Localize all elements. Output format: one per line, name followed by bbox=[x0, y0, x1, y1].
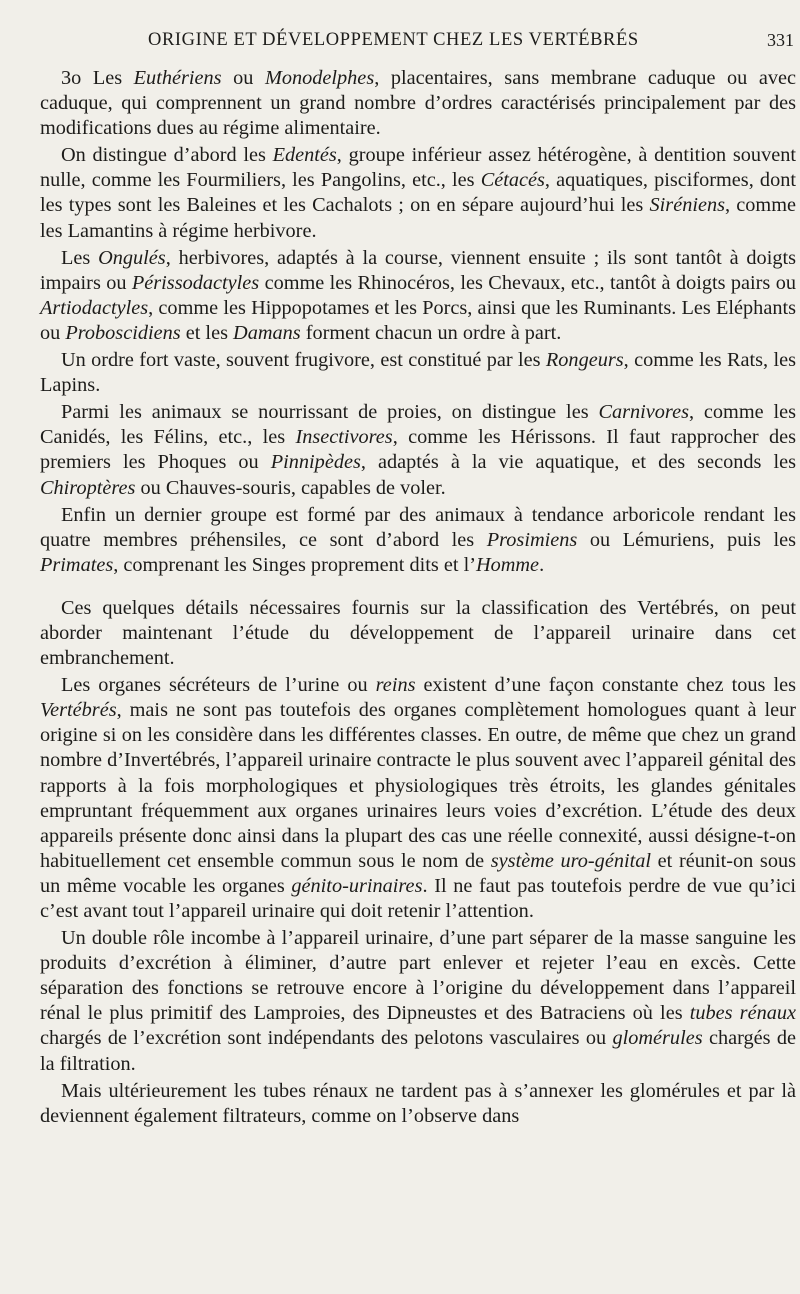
italic-term: Euthériens bbox=[133, 67, 222, 89]
text-run: Les bbox=[61, 246, 99, 269]
paragraph bbox=[40, 66, 796, 141]
text-run: ou bbox=[221, 67, 265, 89]
text-run: , comme les Lamantins à régime herbivore. bbox=[40, 194, 796, 242]
paragraph bbox=[40, 1079, 796, 1129]
text-run: Les organes sécréteurs de l’urine ou bbox=[61, 674, 376, 697]
text-run: , comprenant les Singes proprement dits et l’ bbox=[113, 553, 476, 576]
text-run: , aquatiques, pisciformes, dont les types sont les Baleines et les Cachalots ; on en sépare aujourd’hui les bbox=[40, 169, 796, 217]
paragraph bbox=[40, 926, 796, 1077]
italic-term: Damans bbox=[233, 321, 301, 344]
paragraph bbox=[40, 673, 796, 924]
italic-term: Vertébrés bbox=[40, 699, 117, 722]
text-run: Enfin un dernier groupe est formé par des animaux à tendance arboricole rendant les quatre membres préhensiles, ce sont d’abord les bbox=[40, 503, 796, 551]
italic-term: Prosimiens bbox=[486, 528, 578, 551]
text-run: Un ordre fort vaste, souvent frugivore, est constitué par les bbox=[61, 349, 546, 372]
text-run: et réunit-on sous un même vocable les organes bbox=[40, 849, 796, 897]
text-run: comme les Rhinocéros, les Chevaux, etc., tantôt à doigts pairs ou bbox=[259, 271, 796, 294]
italic-term: Pinnipèdes bbox=[270, 451, 361, 474]
text-run: , groupe inférieur assez hétérogène, à dentition souvent nulle, comme les Fourmiliers, les Pangolins, etc., les bbox=[40, 144, 796, 192]
text-run: et les bbox=[180, 321, 234, 344]
text-run: , comme les Canidés, les Félins, etc., les bbox=[40, 401, 796, 449]
italic-term: Cétacés bbox=[480, 169, 545, 192]
running-header bbox=[40, 30, 800, 60]
text-run: Ces quelques détails nécessaires fournis sur la classification des Vertébrés, on peut aborder maintenant l’étude du développement de l’appareil urinaire dans cet embranchement. bbox=[40, 596, 796, 670]
italic-term: Carnivores bbox=[598, 401, 689, 424]
text-run: 3o Les bbox=[61, 67, 134, 89]
paragraph bbox=[40, 596, 796, 671]
paragraph bbox=[40, 503, 796, 578]
italic-term: glomérules bbox=[612, 1027, 703, 1050]
text-run: Mais ultérieurement les tubes rénaux ne tardent pas à s’annexer les glomérules et par là deviennent également filtrateurs, comme on l’observe dans bbox=[40, 1079, 796, 1127]
italic-term: Siréniens bbox=[649, 194, 726, 217]
text-run: forment chacun un ordre à part. bbox=[300, 321, 562, 344]
italic-term: génito-urinaires bbox=[291, 874, 423, 897]
italic-term: Primates bbox=[40, 553, 114, 576]
italic-term: Homme bbox=[475, 553, 540, 576]
text-run: Parmi les animaux se nourrissant de proies, on distingue les bbox=[61, 401, 599, 424]
text-run: Un double rôle incombe à l’appareil urinaire, d’une part séparer de la masse sanguine les produits d’excrétion à éliminer, d’autre part enlever et rejeter l’eau en excès. Cette séparation des fonctions se retrouve encore à l’origine du développement dans l’appareil rénal le plus primitif des Lamproies, des Dipneustes et des Batraciens où les bbox=[40, 927, 796, 1025]
italic-term: Edentés bbox=[272, 144, 337, 167]
paragraph bbox=[40, 143, 796, 243]
text-run: . bbox=[539, 553, 545, 576]
text-run: existent d’une façon constante chez tous les bbox=[415, 674, 796, 697]
page-number: 331 bbox=[767, 30, 794, 50]
text-run: , comme les Hérissons. Il faut rapprocher des premiers les Phoques ou bbox=[40, 426, 796, 474]
italic-term: Périssodactyles bbox=[131, 271, 260, 294]
italic-term: Rongeurs bbox=[545, 349, 624, 372]
text-run: , mais ne sont pas toutefois des organes complètement homologues quant à leur origine si on les considère dans les différentes classes. En outre, de même que chez un grand nombre d’Invertébrés, l’appareil urinaire contracte le plus souvent avec l’appareil génital des rapports à la fois morphologiques et physiologiques très étroits, les glandes génitales empruntant fréquemment aux organes urinaires leurs voies d’excrétion. L’étude des deux appareils présente donc ainsi dans la plupart des cas une réelle connexité, aussi désigne-t-on habituellement cet ensemble commun sous le nom de bbox=[40, 699, 796, 872]
text-run: , placentaires, sans membrane caduque ou avec caduque, qui comprennent un grand nombre d’ordres caractérisés principalement par des modifications dues au régime alimentaire. bbox=[40, 67, 797, 140]
italic-term: Insectivores bbox=[295, 426, 393, 449]
text-run: chargés de l’excrétion sont indépendants des pelotons vasculaires ou bbox=[40, 1027, 613, 1050]
italic-term: Artiodactyles bbox=[40, 296, 149, 319]
paragraph bbox=[40, 348, 796, 398]
italic-term: système uro-génital bbox=[490, 849, 652, 872]
italic-term: Proboscidiens bbox=[65, 321, 181, 344]
italic-term: reins bbox=[375, 674, 416, 697]
paragraph bbox=[40, 400, 796, 500]
text-run: , herbivores, adaptés à la course, viennent ensuite ; ils sont tantôt à doigts impairs ou bbox=[40, 246, 796, 294]
italic-term: Chiroptères bbox=[40, 476, 136, 499]
italic-term: tubes rénaux bbox=[689, 1002, 796, 1025]
text-run: , comme les Hippopotames et les Porcs, ainsi que les Ruminants. Les Eléphants ou bbox=[40, 296, 796, 344]
text-run: , comme les Rats, les Lapins. bbox=[40, 349, 797, 397]
text-run: . Il ne faut pas toutefois perdre de vue qu’ici c’est avant tout l’appareil urinaire qui doit retenir l’attention. bbox=[40, 874, 796, 922]
text-run: , adaptés à la vie aquatique, et des seconds les bbox=[360, 451, 796, 474]
body-text bbox=[40, 66, 796, 1131]
paragraph bbox=[40, 246, 796, 346]
text-run: chargés de la filtration. bbox=[40, 1027, 796, 1075]
italic-term: Ongulés bbox=[98, 246, 166, 269]
italic-term: Monodelphes bbox=[264, 67, 375, 89]
text-run: ou Chauves-souris, capables de voler. bbox=[135, 476, 446, 499]
text-run: ou Lémuriens, puis les bbox=[577, 528, 796, 551]
text-run: On distingue d’abord les bbox=[61, 144, 273, 167]
running-title: ORIGINE ET DÉVELOPPEMENT CHEZ LES VERTÉBRÉS bbox=[148, 30, 639, 50]
